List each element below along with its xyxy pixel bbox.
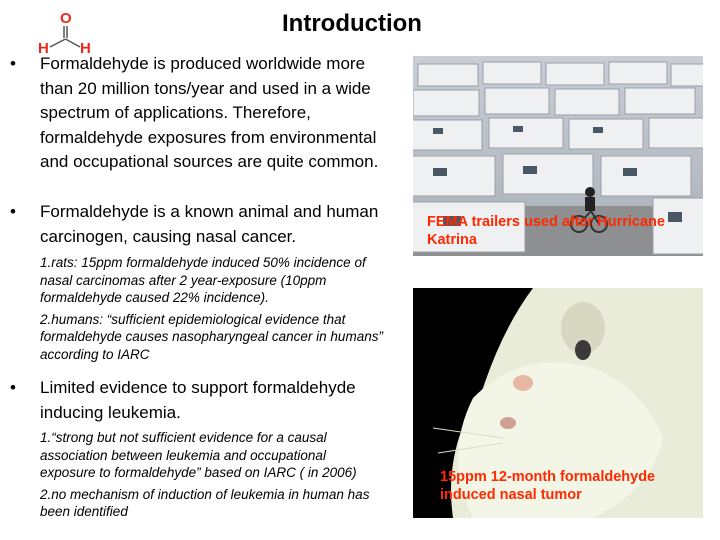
hydrogen-atom-left: H: [38, 40, 49, 54]
note-rats: 1.rats: 15ppm formaldehyde induced 50% incidence of nasal carcinomas after 2 year-exposure (10ppm formaldehyde caused 22% incidence).: [40, 255, 366, 305]
bullet-dot: •: [10, 202, 16, 221]
bullet-dot: •: [10, 54, 16, 73]
note-humans: 2.humans: “sufficient epidemiological evidence that formaldehyde causes nasopharyngeal cancer in humans” according to IARC: [40, 311, 383, 362]
bullet-3: [10, 376, 395, 425]
bullet-2-notes: [40, 254, 395, 367]
note-iarc: 1.“strong but not sufficient evidence for a causal association between leukemia and occupational exposure to formaldehyde” based on IARC ( in 2006): [40, 430, 357, 480]
slide-title: Introduction: [282, 10, 422, 37]
trailers-caption: FEMA trailers used after Hurricane Katrina: [427, 214, 665, 248]
note-mechanism: 2.no mechanism of induction of leukemia in human has been identified: [40, 486, 370, 519]
bullet-3-text: Limited evidence to support formaldehyde inducing leukemia.: [40, 378, 356, 422]
hydrogen-atom-right: H: [80, 40, 91, 54]
bullet-1: [10, 52, 402, 175]
bullet-2-text: Formaldehyde is a known animal and human carcinogen, causing nasal cancer.: [40, 202, 379, 246]
bullet-dot: •: [10, 378, 16, 397]
bullet-2: [10, 200, 390, 249]
bullet-3-notes: [40, 429, 380, 525]
oxygen-atom: O: [60, 10, 72, 27]
formaldehyde-molecule-icon: [30, 6, 100, 54]
rat-caption: 15ppm 12-month formaldehyde induced nasal tumor: [440, 469, 656, 503]
bullet-1-text: Formaldehyde is produced worldwide more than 20 million tons/year and used in a wide spectrum of applications. Therefore, formaldehyde exposures from environmental and occupational sources are quite common.: [40, 54, 379, 171]
